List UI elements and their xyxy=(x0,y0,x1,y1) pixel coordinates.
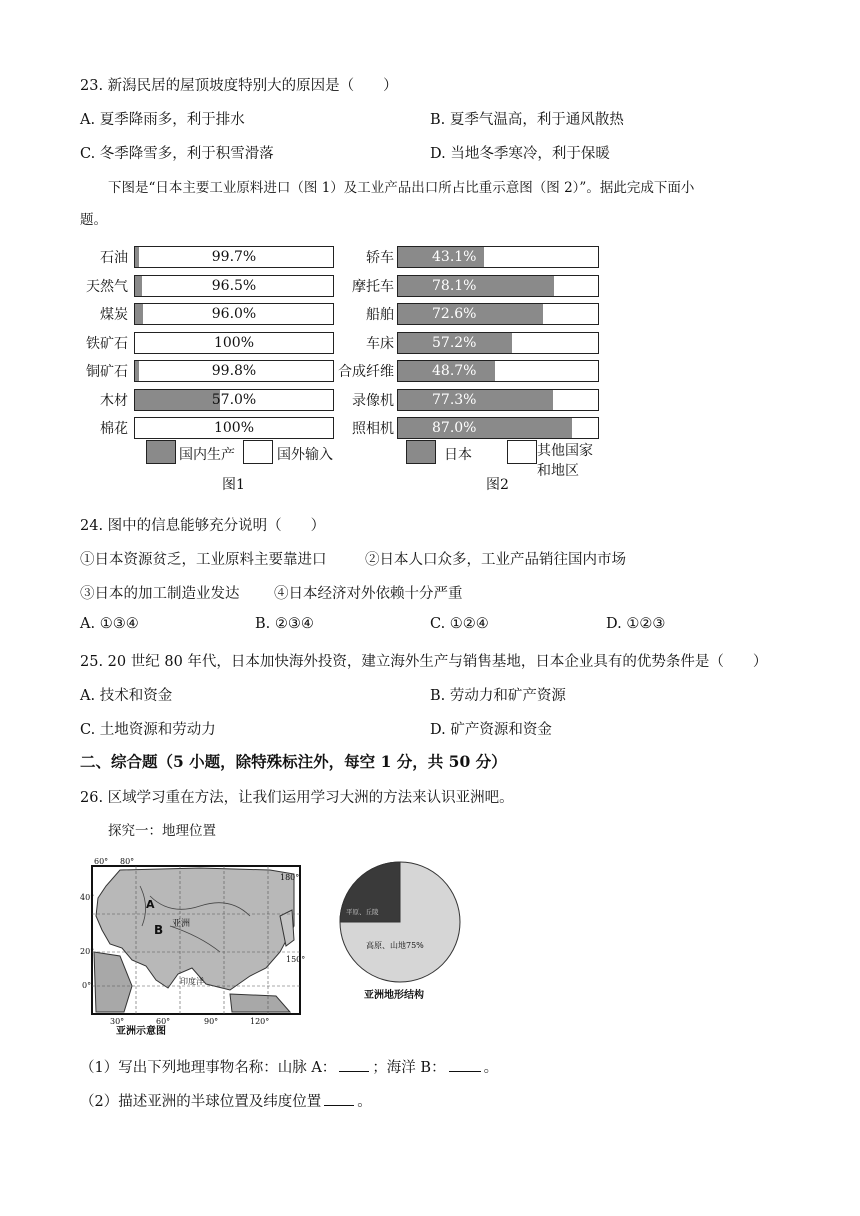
fig1-category-label: 棉花 xyxy=(100,421,128,437)
fig2-data-label: 72.6% xyxy=(432,306,477,322)
q24-statement-1: ①日本资源贫乏，工业原料主要靠进口 xyxy=(80,552,327,568)
q23-option-b[interactable]: B. 夏季气温高，利于通风散热 xyxy=(430,112,624,128)
legend-import: 国外输入 xyxy=(277,447,333,463)
fig1-data-label: 96.0% xyxy=(211,306,257,322)
fig2-data-label: 57.2% xyxy=(432,334,477,351)
fig1-category-label: 铜矿石 xyxy=(86,364,128,380)
q23-option-d[interactable]: D. 当地冬季寒冷，利于保暖 xyxy=(430,146,610,162)
fig2-data-label: 77.3% xyxy=(432,391,477,408)
legend-swatch-import xyxy=(243,440,273,464)
legend-others-1: 其他国家 xyxy=(537,443,593,459)
fig2-category-label: 轿车 xyxy=(366,250,394,266)
asia-map xyxy=(80,856,310,1036)
legend-swatch-others xyxy=(507,440,537,464)
fig1-bar xyxy=(134,275,334,297)
legend-domestic: 国内生产 xyxy=(179,447,235,463)
fig1-bar xyxy=(134,332,334,354)
intro-line-2: 题。 xyxy=(80,212,107,228)
fig2-bar xyxy=(397,303,599,325)
q25-option-c[interactable]: C. 土地资源和劳动力 xyxy=(80,722,216,738)
asia-terrain-pie xyxy=(336,858,466,988)
map-ocean-label: 印度洋 xyxy=(180,977,204,986)
map-lon-80: 80° xyxy=(120,857,135,866)
q26-p1-c: 。 xyxy=(483,1060,499,1076)
q24-option-d[interactable]: D. ①②③ xyxy=(606,616,666,632)
fig2-bar xyxy=(397,332,599,354)
fig1-bar xyxy=(134,246,334,268)
q26-p2-text: （2）描述亚洲的半球位置及纬度位置 xyxy=(80,1094,322,1110)
fig2-data-label: 78.1% xyxy=(432,277,477,294)
fig1-data-label: 100% xyxy=(213,334,255,351)
q26-p1-a: （1）写出下列地理事物名称：山脉 A： xyxy=(80,1060,337,1076)
fig2-category-label: 合成纤维 xyxy=(338,364,394,380)
fig2-category-label: 录像机 xyxy=(352,392,394,409)
legend-others-2: 和地区 xyxy=(537,463,579,479)
fig1-category-label: 木材 xyxy=(100,392,128,409)
fig1-category-label: 铁矿石 xyxy=(86,335,128,352)
answer-blank-position[interactable] xyxy=(324,1091,354,1106)
fig1-data-label: 100% xyxy=(213,420,255,436)
fig2-caption: 图2 xyxy=(486,477,509,493)
map-bottom-120: 120° xyxy=(250,1017,270,1026)
fig1-bar xyxy=(134,360,334,382)
fig1-category-label: 石油 xyxy=(100,250,128,266)
q24-statement-3: ③日本的加工制造业发达 xyxy=(80,586,240,602)
q26-part-2 xyxy=(80,1090,372,1111)
fig2-data-label: 48.7% xyxy=(432,363,477,379)
fig1-data-label: 99.8% xyxy=(211,363,257,379)
q25-stem: 25. 20 世纪 80 年代，日本加快海外投资，建立海外生产与销售基地，日本企业具有的优势条件是（ ） xyxy=(80,654,768,670)
pie-small-label: 平原、丘陵 xyxy=(346,908,379,916)
q24-stem: 24. 图中的信息能够充分说明（ ） xyxy=(80,518,326,534)
map-lon-60: 60° xyxy=(94,857,109,866)
section-heading: 二、综合题（5 小题，除特殊标注外，每空 1 分，共 50 分） xyxy=(80,752,507,771)
fig2-data-label: 43.1% xyxy=(432,249,477,265)
map-label-asia: 亚洲 xyxy=(172,919,191,929)
answer-blank-ocean[interactable] xyxy=(449,1057,481,1072)
fig2-category-label: 摩托车 xyxy=(352,278,394,295)
legend-swatch-domestic xyxy=(146,440,176,464)
q24-statement-2: ②日本人口众多，工业产品销往国内市场 xyxy=(365,552,626,568)
map-bottom-30: 30° xyxy=(110,1017,125,1026)
fig1-data-label: 57.0% xyxy=(211,391,257,408)
fig1-bar xyxy=(134,417,334,439)
fig1-data-label: 99.7% xyxy=(211,249,257,265)
fig2-category-label: 车床 xyxy=(366,335,394,352)
fig2-data-label: 87.0% xyxy=(432,420,477,436)
fig2-category-label: 船舶 xyxy=(366,307,394,323)
fig2-bar xyxy=(397,417,599,439)
q24-option-b[interactable]: B. ②③④ xyxy=(255,616,314,632)
map-lon-180: 180° xyxy=(280,873,300,882)
legend-japan: 日本 xyxy=(444,447,472,463)
map-lat-0: 0° xyxy=(82,981,92,990)
fig2-bar xyxy=(397,275,599,297)
map-lat-40: 40° xyxy=(80,893,95,902)
q25-option-d[interactable]: D. 矿产资源和资金 xyxy=(430,722,552,738)
q23-stem: 23. 新潟民居的屋顶坡度特别大的原因是（ ） xyxy=(80,78,398,94)
q23-option-a[interactable]: A. 夏季降雨多，利于排水 xyxy=(80,112,245,128)
fig1-category-label: 煤炭 xyxy=(100,307,128,323)
q25-option-a[interactable]: A. 技术和资金 xyxy=(80,688,173,704)
map-lon-150: 150° xyxy=(286,955,306,964)
q26-stem: 26. 区域学习重在方法，让我们运用学习大洲的方法来认识亚洲吧。 xyxy=(80,790,514,806)
fig1-data-label: 96.5% xyxy=(211,277,257,294)
q25-option-b[interactable]: B. 劳动力和矿产资源 xyxy=(430,688,566,704)
answer-blank-mountain[interactable] xyxy=(339,1057,369,1072)
q24-statement-4: ④日本经济对外依赖十分严重 xyxy=(274,586,463,602)
legend-swatch-japan xyxy=(406,440,436,464)
map-label-a: A xyxy=(146,898,155,911)
map-label-b: B xyxy=(154,923,164,937)
fig1-bar xyxy=(134,303,334,325)
fig1-caption: 图1 xyxy=(222,477,245,493)
fig2-category-label: 照相机 xyxy=(352,421,394,437)
pie-caption: 亚洲地形结构 xyxy=(364,990,424,1001)
explore-1-heading: 探究一：地理位置 xyxy=(108,823,216,839)
fig2-bar xyxy=(397,246,599,268)
fig2-bar xyxy=(397,360,599,382)
map-lat-20: 20° xyxy=(80,947,95,956)
map-bottom-90: 90° xyxy=(204,1017,219,1026)
fig1-category-label: 天然气 xyxy=(86,278,128,295)
map-bottom-60: 60° xyxy=(156,1017,171,1026)
q24-option-c[interactable]: C. ①②④ xyxy=(430,616,489,632)
q26-part-1 xyxy=(80,1056,498,1077)
fig1-bar xyxy=(134,389,334,411)
q24-option-a[interactable]: A. ①③④ xyxy=(80,616,139,632)
q26-p2-end: 。 xyxy=(357,1094,372,1110)
q23-option-c[interactable]: C. 冬季降雪多，利于积雪滑落 xyxy=(80,146,274,162)
intro-line-1: 下图是“日本主要工业原料进口（图 1）及工业产品出口所占比重示意图（图 2）”。据此完成下面小 xyxy=(108,180,695,196)
q26-p1-b: ；海洋 B： xyxy=(372,1060,446,1076)
map-caption: 亚洲示意图 xyxy=(116,1026,166,1037)
fig2-bar xyxy=(397,389,599,411)
pie-label: 高原、山地75% xyxy=(366,941,424,950)
